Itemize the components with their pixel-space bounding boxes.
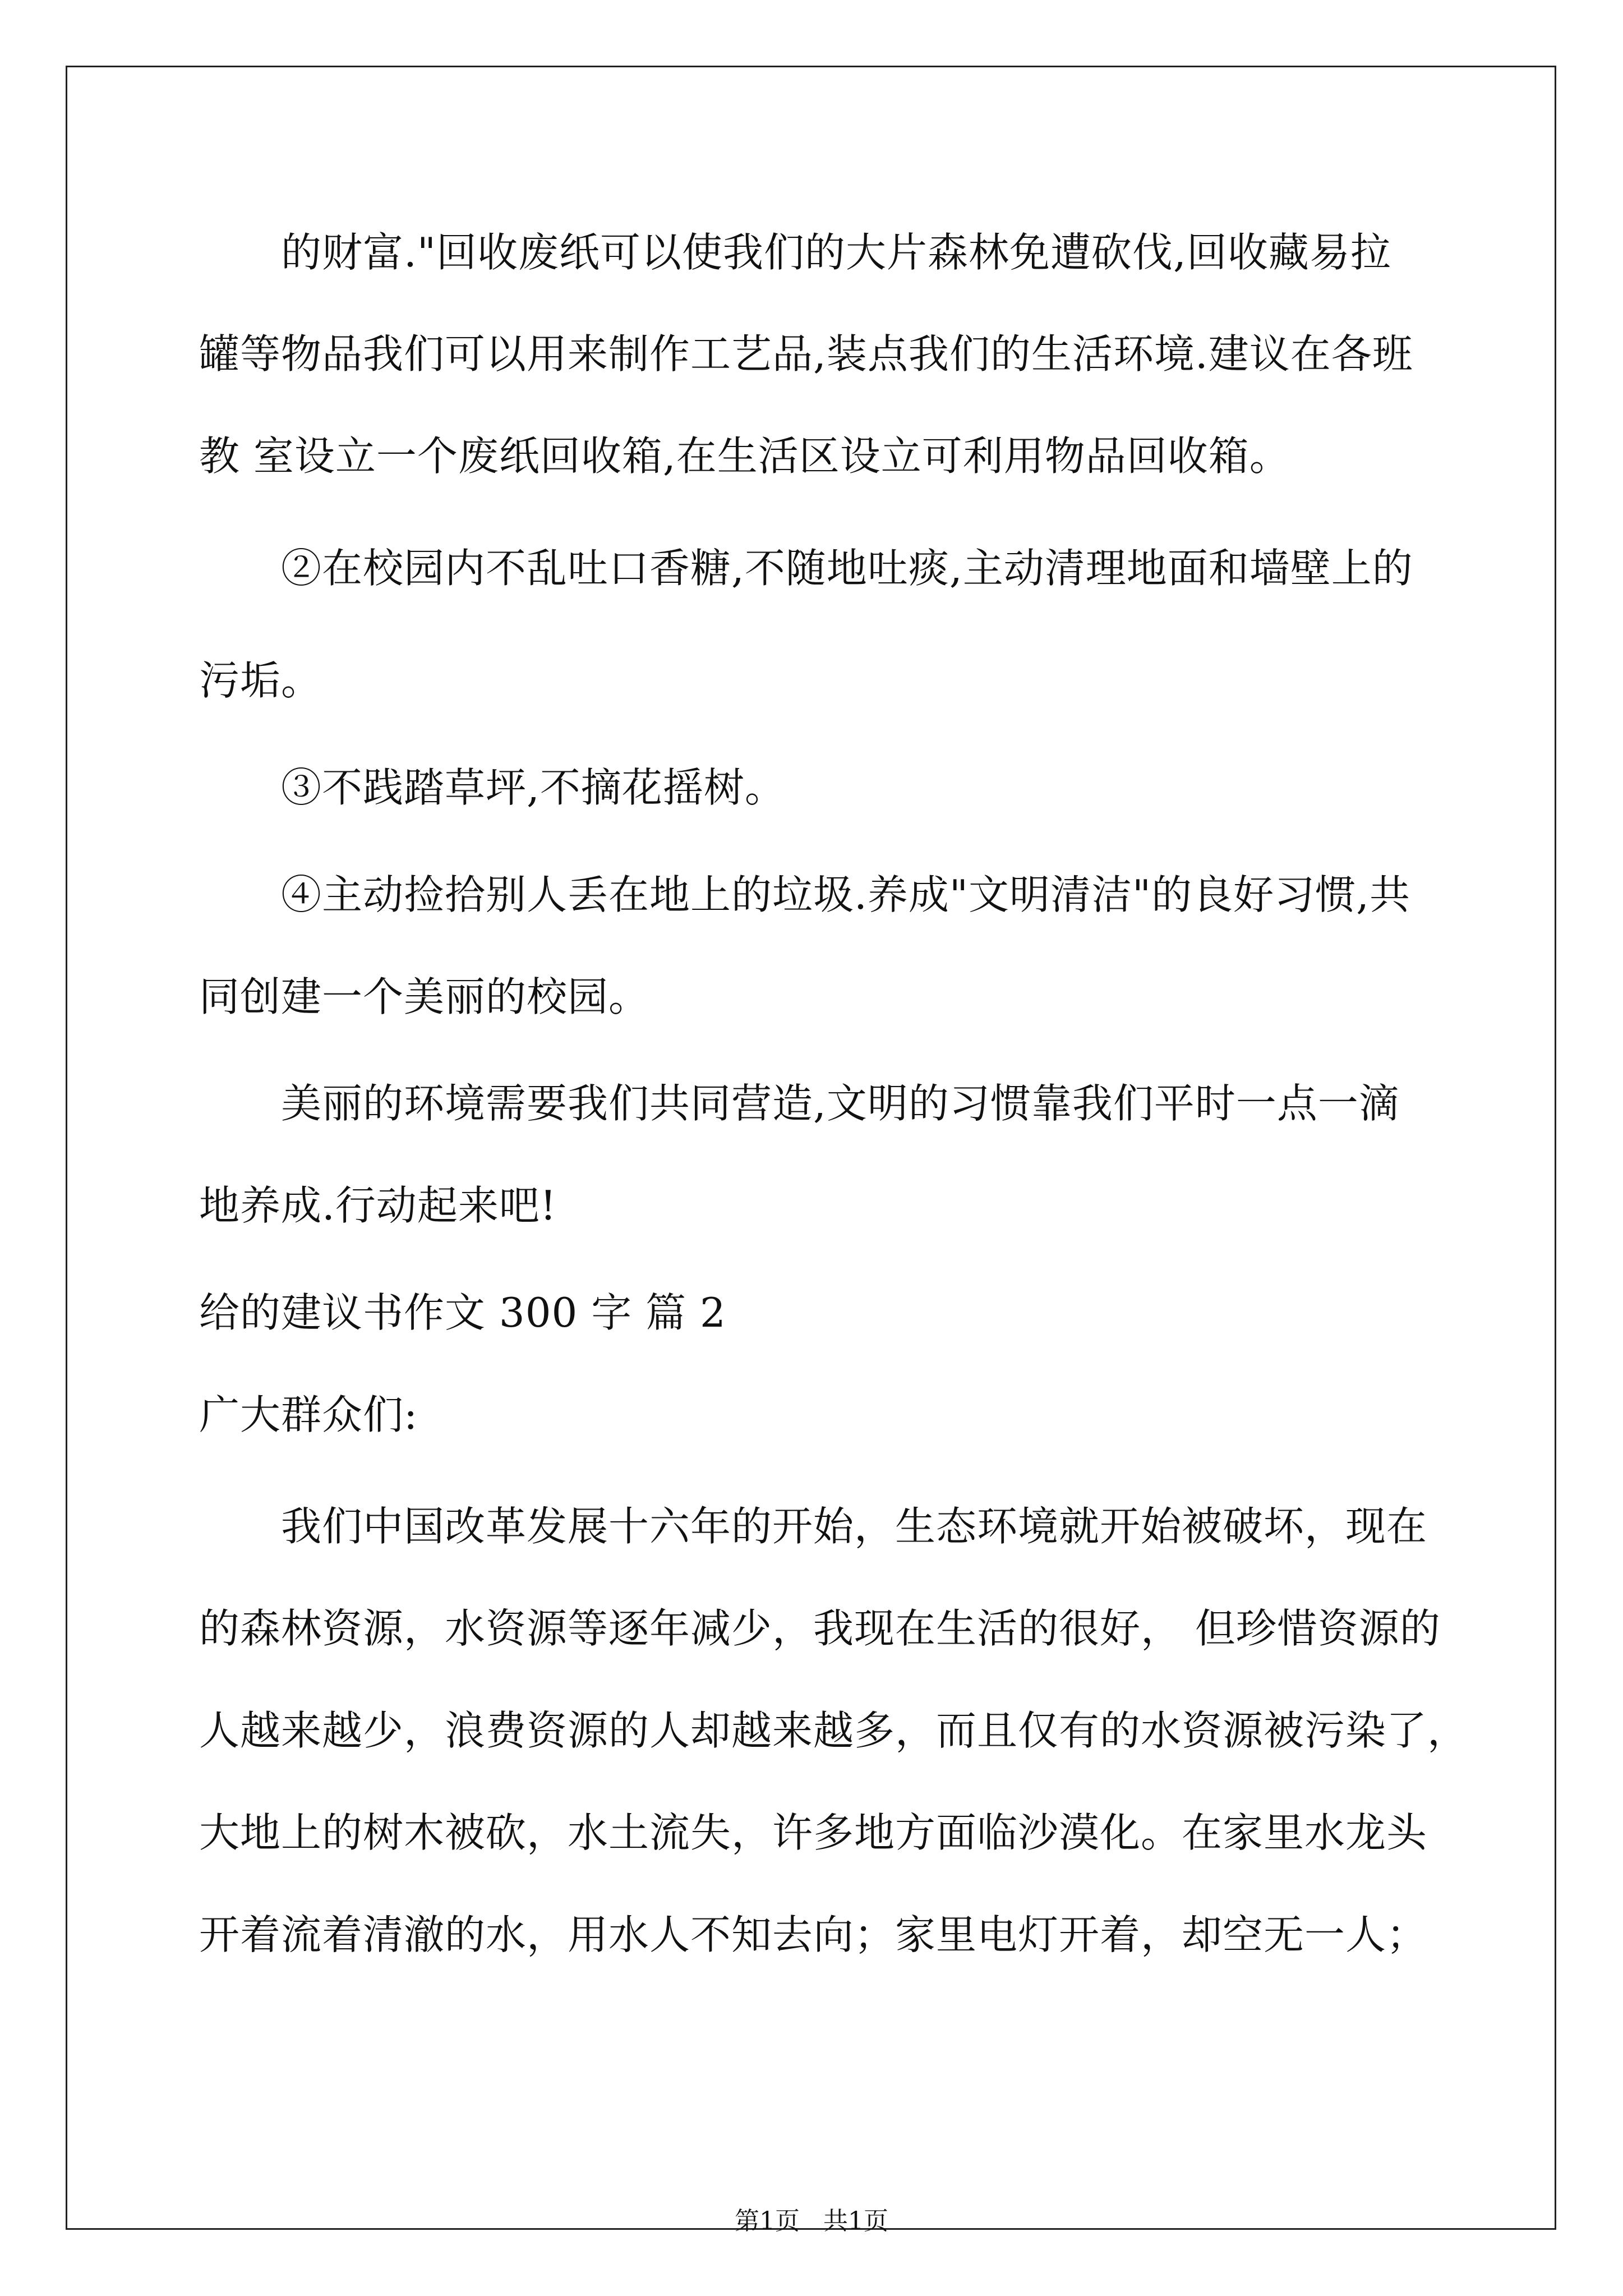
text-line: 同创建一个美丽的校园。 [199, 973, 650, 1020]
text-line: 大地上的树木被砍，水土流失，许多地方面临沙漠化。在家里水龙头 [199, 1809, 1428, 1856]
text-line: 美丽的环境需要我们共同营造,文明的习惯靠我们平时一点一滴 [199, 1080, 1400, 1127]
text-line: 罐等物品我们可以用来制作工艺品,装点我们的生活环境.建议在各班 [199, 330, 1413, 378]
text-line: ③不践踏草坪,不摘花摇树。 [199, 764, 786, 811]
text-line: 开着流着清澈的水，用水人不知去向；家里电灯开着，却空无一人； [199, 1911, 1428, 1958]
text-line: 人越来越少，浪费资源的人却越来越多，而且仅有的水资源被污染了， [199, 1707, 1469, 1754]
page-border [66, 66, 1556, 2230]
text-line: 污垢。 [199, 657, 322, 704]
text-line: ④主动捡拾别人丢在地上的垃圾.养成"文明清洁"的良好习惯,共 [199, 871, 1411, 918]
text-line: 地养成.行动起来吧! [199, 1182, 557, 1229]
text-line: 的森林资源，水资源等逐年减少，我现在生活的很好， 但珍惜资源的 [199, 1605, 1441, 1652]
text-line: ②在校园内不乱吐口香糖,不随地吐痰,主动清理地面和墙壁上的 [199, 545, 1413, 592]
page-number: 第1页 共1页 [735, 2207, 888, 2235]
text-line: 我们中国改革发展十六年的开始，生态环境就开始被破坏，现在 [199, 1503, 1428, 1550]
text-line: 教 室设立一个废纸回收箱,在生活区设立可利用物品回收箱。 [199, 432, 1290, 480]
text-line: 的财富."回收废纸可以使我们的大片森林免遭砍伐,回收藏易拉 [199, 229, 1391, 276]
salutation: 广大群众们: [199, 1391, 418, 1438]
section-heading: 给的建议书作文 300 字 篇 2 [199, 1289, 726, 1336]
